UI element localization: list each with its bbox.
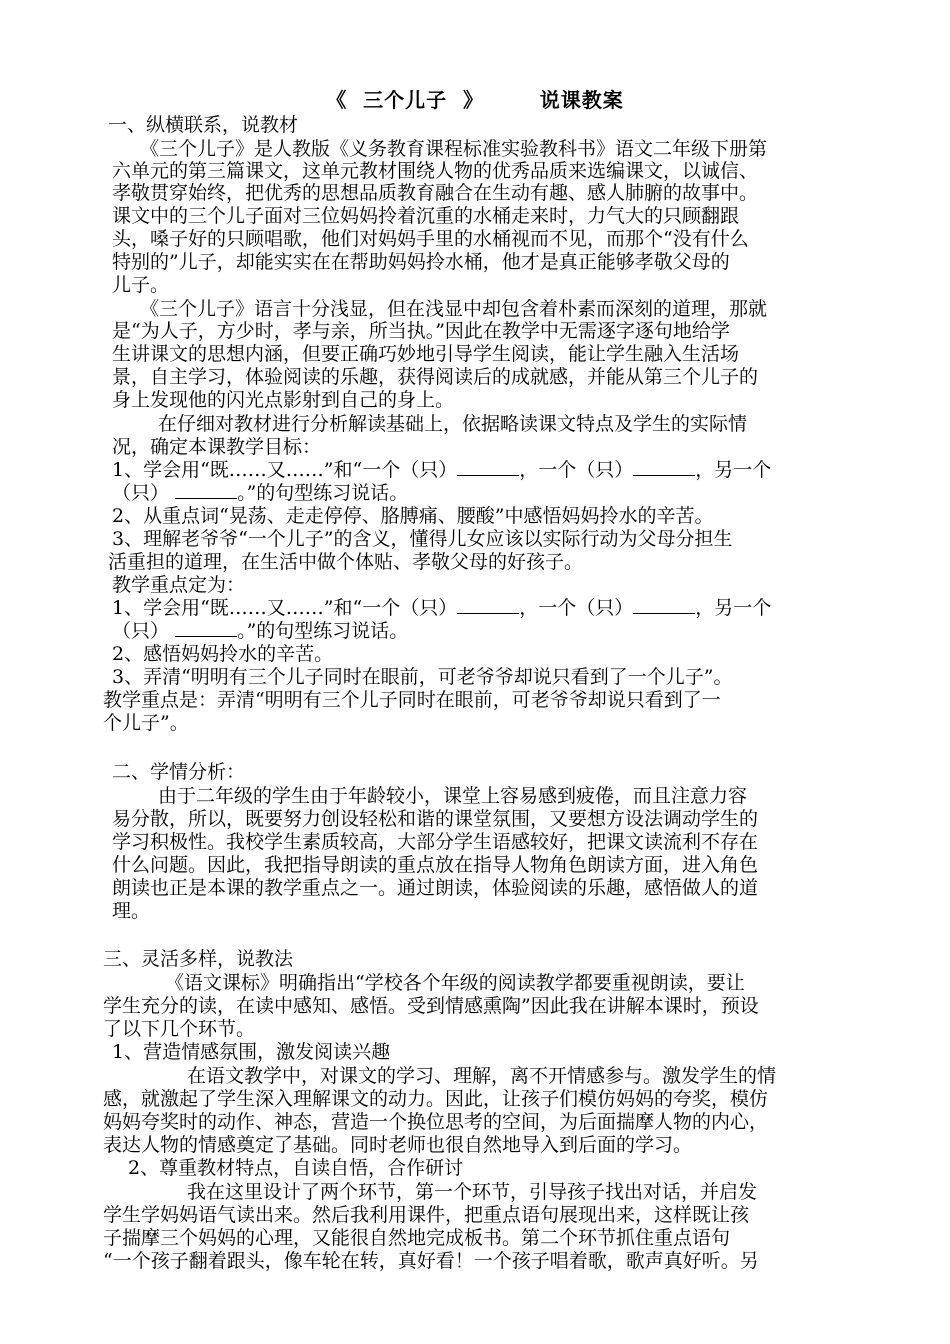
text-line	[103, 689, 721, 711]
text-line	[103, 948, 293, 970]
line-segment: 。”的句型练习说话。	[237, 620, 409, 642]
line-segment: 二、学情分析：	[112, 761, 246, 783]
fill-blank	[457, 597, 519, 614]
line-segment: 学生充分的读，在读中感知、感悟。受到情感熏陶”因此我在讲解本课时，预设	[103, 995, 759, 1017]
line-segment: 教学重点是：弄清“明明有三个儿子同时在眼前，可老爷爷却说只看到了一	[103, 689, 721, 711]
line-segment: 况，确定本课教学目标：	[112, 436, 322, 458]
fill-blank	[633, 597, 695, 614]
text-line	[158, 785, 747, 807]
text-line	[103, 1204, 749, 1226]
text-line	[112, 761, 245, 783]
text-line	[112, 274, 169, 296]
text-line	[103, 1227, 730, 1249]
line-segment: 1、营造情感氛围，激发阅读兴趣	[112, 1041, 391, 1063]
text-line	[108, 114, 298, 136]
text-line	[112, 459, 771, 481]
line-segment: （只）	[112, 482, 170, 504]
line-segment: 特别的”儿子，却能实实在在帮助妈妈拎水桶，他才是真正能够孝敬父母的	[112, 251, 730, 273]
text-line	[112, 182, 758, 204]
line-segment: 2、从重点词“晃荡、走走停停、胳膊痛、腰酸”中感悟妈妈拎水的辛苦。	[112, 505, 714, 527]
line-segment: 我在这里设计了两个环节，第一个环节，引导孩子找出对话，并启发	[187, 1181, 758, 1203]
line-segment: 课文中的三个儿子面对三位妈妈拎着沉重的水桶走来时，力气大的只顾翻跟	[112, 205, 740, 227]
text-line	[128, 1157, 463, 1179]
line-segment: 子揣摩三个妈妈的心理，又能很自然地完成板书。第二个环节抓住重点语句	[103, 1227, 731, 1249]
text-line	[112, 854, 758, 876]
fill-blank	[175, 620, 237, 637]
text-line	[187, 1065, 776, 1087]
line-segment: 妈妈夸奖时的动作、神态，营造一个换位思考的空间，为后面揣摩人物的内心，	[103, 1111, 769, 1133]
text-line	[112, 160, 758, 182]
text-line	[112, 205, 739, 227]
text-line	[112, 597, 771, 619]
line-segment: 2、尊重教材特点，自读自悟，合作研讨	[128, 1157, 464, 1179]
line-segment: 。”的句型练习说话。	[237, 482, 409, 504]
text-line	[112, 620, 408, 642]
line-segment: 1、学会用“既……又……”和“一个（只）	[112, 459, 458, 481]
text-line	[165, 972, 745, 994]
line-segment: ，另一个	[695, 597, 772, 619]
line-segment: 理。	[112, 900, 151, 922]
line-segment: 景，自主学习，体验阅读的乐趣，获得阅读后的成就感，并能从第三个儿子的	[112, 366, 759, 388]
line-segment: ，一个（只）	[519, 597, 634, 619]
text-line	[103, 1134, 692, 1156]
line-segment: 生讲课文的思想内涵，但要正确巧妙地引导学生阅读，能让学生融入生活场	[112, 343, 740, 365]
text-line	[187, 1181, 757, 1203]
text-line	[103, 995, 759, 1017]
text-line	[103, 1018, 255, 1040]
text-line	[112, 389, 454, 411]
line-segment: 儿子。	[112, 274, 170, 296]
text-line	[140, 298, 767, 320]
text-line	[112, 436, 321, 458]
line-segment: 一、纵横联系，说教材	[108, 114, 299, 136]
text-line	[112, 574, 245, 596]
line-segment: ，另一个	[695, 459, 772, 481]
line-segment: 3、理解老爷爷“一个儿子”的含义，懂得儿女应该以实际行动为父母分担生	[112, 528, 733, 550]
line-segment: 在语文教学中，对课文的学习、理解，离不开情感参与。激发学生的情	[187, 1065, 777, 1087]
text-line	[112, 320, 730, 342]
text-line	[112, 877, 758, 899]
text-line	[112, 900, 150, 922]
line-segment: 教学重点定为：	[112, 574, 246, 596]
text-line	[112, 505, 714, 527]
line-segment: 《三个儿子》语言十分浅显，但在浅显中却包含着朴素而深刻的道理，那就	[140, 298, 768, 320]
line-segment: 什么问题。因此，我把指导朗读的重点放在指导人物角色朗读方面，进入角色	[112, 854, 759, 876]
line-segment: 《语文课标》明确指出“学校各个年级的阅读教学都要重视朗读，要让	[165, 972, 745, 994]
line-segment: 身上发现他的闪光点影射到自己的身上。	[112, 389, 455, 411]
text-line	[112, 251, 730, 273]
line-segment: 易分散，所以，既要努力创设轻松和谐的课堂氛围，又要想方设法调动学生的	[112, 808, 759, 830]
line-segment: 表达人物的情感奠定了基础。同时老师也很自然地导入到后面的学习。	[103, 1134, 693, 1156]
line-segment: 头，嗓子好的只顾唱歌，他们对妈妈手里的水桶视而不见，而那个“没有什么	[112, 228, 749, 250]
text-line	[108, 551, 583, 573]
line-segment: 三、灵活多样，说教法	[103, 948, 294, 970]
line-segment: “一个孩子翻着跟头，像车轮在转，真好看！一个孩子唱着歌，歌声真好听。另	[103, 1250, 759, 1272]
line-segment: 《三个儿子》是人教版《义务教育课程标准实验教科书》语文二年级下册第	[140, 138, 768, 160]
text-line	[112, 366, 758, 388]
line-segment: ，一个（只）	[519, 459, 634, 481]
text-line	[112, 343, 739, 365]
text-line	[112, 808, 758, 830]
text-line	[112, 1041, 390, 1063]
fill-blank	[457, 459, 519, 476]
text-line	[103, 1250, 759, 1272]
line-segment: 了以下几个环节。	[103, 1018, 256, 1040]
text-line	[158, 413, 747, 435]
line-segment: 2、感悟妈妈拎水的辛苦。	[112, 643, 334, 665]
line-segment: 感，就激起了学生深入理解课文的动力。因此，让孩子们模仿妈妈的夸奖，模仿	[103, 1088, 769, 1110]
text-line	[112, 666, 733, 688]
line-segment: 学习积极性。我校学生素质较高，大部分学生语感较好，把课文读流利不存在	[112, 831, 759, 853]
text-line	[103, 1111, 768, 1133]
text-line	[112, 528, 733, 550]
text-line	[112, 831, 758, 853]
line-segment: 在仔细对教材进行分析解读基础上，依据略读课文特点及学生的实际情	[158, 413, 748, 435]
text-line	[103, 712, 189, 734]
fill-blank	[633, 459, 695, 476]
line-segment: 3、弄清“明明有三个儿子同时在眼前，可老爷爷却说只看到了一个儿子”。	[112, 666, 733, 688]
line-segment: 个儿子”。	[103, 712, 189, 734]
line-segment: 孝敬贯穿始终，把优秀的思想品质教育融合在生动有趣、感人肺腑的故事中。	[112, 182, 759, 204]
line-segment: 活重担的道理，在生活中做个体贴、孝敬父母的好孩子。	[108, 551, 584, 573]
document-title: 《 三个儿子 》 说课教案	[326, 88, 624, 112]
line-segment: 六单元的第三篇课文，这单元教材围绕人物的优秀品质来选编课文，以诚信、	[112, 160, 759, 182]
line-segment: （只）	[112, 620, 170, 642]
line-segment: 朗读也正是本课的教学重点之一。通过朗读，体验阅读的乐趣，感悟做人的道	[112, 877, 759, 899]
fill-blank	[175, 482, 237, 499]
text-line	[112, 482, 408, 504]
text-line	[103, 1088, 768, 1110]
line-segment: 是“为人子，方少时，孝与亲，所当执。”因此在教学中无需逐字逐句地给学	[112, 320, 730, 342]
text-line	[112, 643, 333, 665]
text-line	[140, 138, 767, 160]
line-segment: 由于二年级的学生由于年龄较小，课堂上容易感到疲倦，而且注意力容	[158, 785, 748, 807]
line-segment: 1、学会用“既……又……”和“一个（只）	[112, 597, 458, 619]
text-line	[112, 228, 749, 250]
line-segment: 学生学妈妈语气读出来。然后我利用课件，把重点语句展现出来，这样既让孩	[103, 1204, 750, 1226]
